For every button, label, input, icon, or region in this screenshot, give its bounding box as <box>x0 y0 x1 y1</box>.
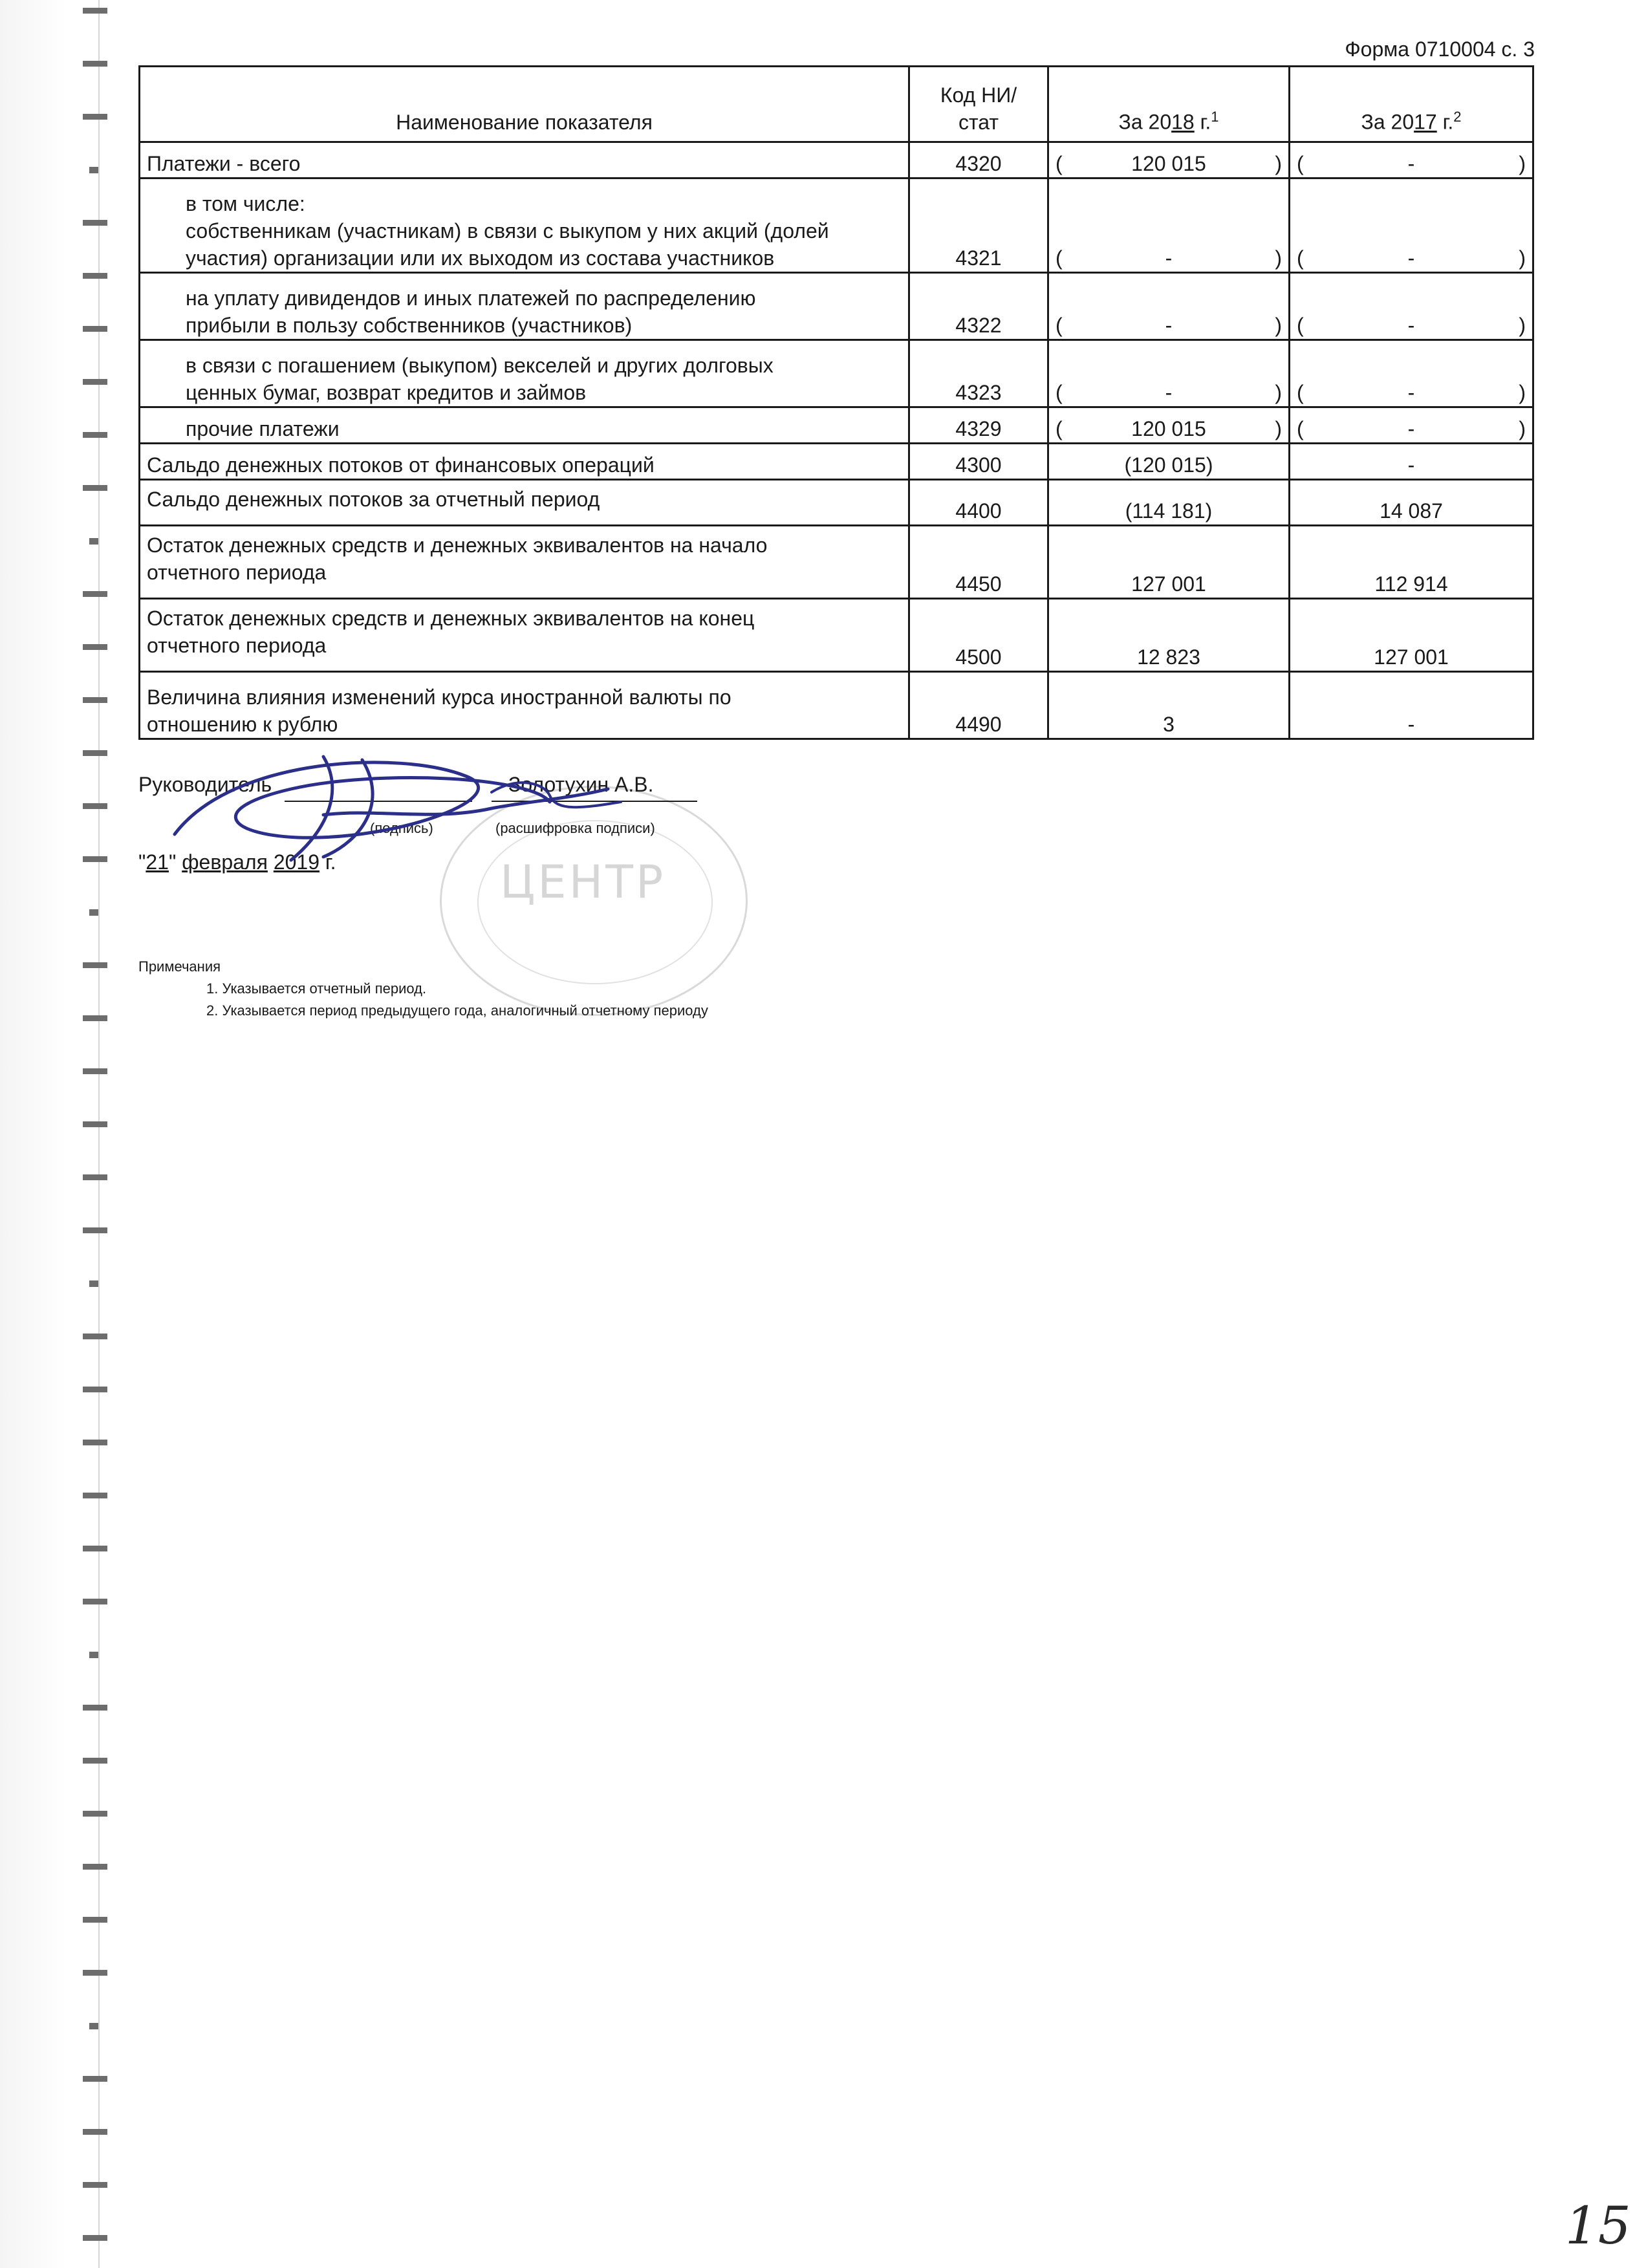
row-value-2018: ( - ) <box>1048 273 1290 340</box>
row-value-2017: 14 087 <box>1290 480 1533 526</box>
row-value-2017: - <box>1290 672 1533 739</box>
notes-section <box>138 956 708 1022</box>
handwritten-page-number: 15 <box>1565 2196 1631 2256</box>
header-code <box>909 67 1048 142</box>
row-value-2017: - <box>1290 444 1533 480</box>
header-name: Наименование показателя <box>140 67 909 142</box>
row-value-2018: ( - ) <box>1048 178 1290 273</box>
row-value-2018: ( 120 015 ) <box>1048 407 1290 444</box>
note-item: 2. Указывается период предыдущего года, аналогичный отчетному периоду <box>206 1002 708 1019</box>
row-name: в связи с погашением (выкупом) векселей и других долговых ценных бумаг, возврат кредитов и займов <box>140 340 909 407</box>
handwritten-signature <box>129 731 711 873</box>
cash-flow-table <box>138 65 1534 740</box>
header-period-2018: За 2018 г.$^1$ <box>1048 67 1290 142</box>
table-row <box>140 273 1533 340</box>
header-code-line1: Код НИ/ <box>940 83 1017 107</box>
row-value-2018: 12 823 <box>1048 599 1290 672</box>
table-row <box>140 526 1533 599</box>
header-period-2017: За 2017 г.$^2$ <box>1290 67 1533 142</box>
table-row <box>140 142 1533 178</box>
row-code: 4323 <box>909 340 1048 407</box>
table-row <box>140 444 1533 480</box>
table-row <box>140 480 1533 526</box>
row-name: Остаток денежных средств и денежных эквивалентов на начало отчетного периода <box>140 526 909 599</box>
row-code: 4500 <box>909 599 1048 672</box>
form-code: Форма 0710004 с. 3 <box>1345 38 1535 61</box>
row-code: 4329 <box>909 407 1048 444</box>
table-row <box>140 178 1533 273</box>
table-row <box>140 407 1533 444</box>
row-value-2017: ( - ) <box>1290 273 1533 340</box>
row-code: 4450 <box>909 526 1048 599</box>
row-code: 4400 <box>909 480 1048 526</box>
table-header-row <box>140 67 1533 142</box>
row-value-2017: ( - ) <box>1290 178 1533 273</box>
row-value-2018: 3 <box>1048 672 1290 739</box>
note-item: 1. Указывается отчетный период. <box>206 980 427 997</box>
row-name: в том числе: собственникам (участникам) в связи с выкупом у них акций (долей участия) организации или их выходом из состава участников <box>140 178 909 273</box>
row-name: Платежи - всего <box>140 142 909 178</box>
signer-name: Золотухин А.В. <box>508 773 654 796</box>
row-name: на уплату дивидендов и иных платежей по распределению прибыли в пользу собственников (участников) <box>140 273 909 340</box>
signature-date: "21" февраля 2019 г. <box>138 850 336 874</box>
row-code: 4320 <box>909 142 1048 178</box>
row-name: Величина влияния изменений курса иностранной валюты по отношению к рублю <box>140 672 909 739</box>
signature-caption: (подпись) <box>370 820 433 836</box>
row-name: Остаток денежных средств и денежных эквивалентов на конец отчетного периода <box>140 599 909 672</box>
row-value-2018: (120 015) <box>1048 444 1290 480</box>
row-name: прочие платежи <box>140 407 909 444</box>
row-value-2017: 112 914 <box>1290 526 1533 599</box>
row-value-2017: ( - ) <box>1290 340 1533 407</box>
table-row <box>140 340 1533 407</box>
row-value-2018: (114 181) <box>1048 480 1290 526</box>
row-value-2017: ( - ) <box>1290 407 1533 444</box>
row-name: Сальдо денежных потоков от финансовых операций <box>140 444 909 480</box>
row-value-2018: ( 120 015 ) <box>1048 142 1290 178</box>
name-caption: (расшифровка подписи) <box>495 820 655 836</box>
header-code-line2: стат <box>958 111 999 134</box>
signer-role: Руководитель <box>138 773 272 796</box>
stamp-text: ЦЕНТР <box>500 856 666 909</box>
row-code: 4321 <box>909 178 1048 273</box>
row-value-2017: ( - ) <box>1290 142 1533 178</box>
row-code: 4490 <box>909 672 1048 739</box>
table-row <box>140 599 1533 672</box>
row-value-2018: ( - ) <box>1048 340 1290 407</box>
notes-title: Примечания <box>138 958 221 975</box>
row-code: 4300 <box>909 444 1048 480</box>
table-row <box>140 672 1533 739</box>
row-code: 4322 <box>909 273 1048 340</box>
row-value-2017: 127 001 <box>1290 599 1533 672</box>
row-value-2018: 127 001 <box>1048 526 1290 599</box>
row-name: Сальдо денежных потоков за отчетный период <box>140 480 909 526</box>
